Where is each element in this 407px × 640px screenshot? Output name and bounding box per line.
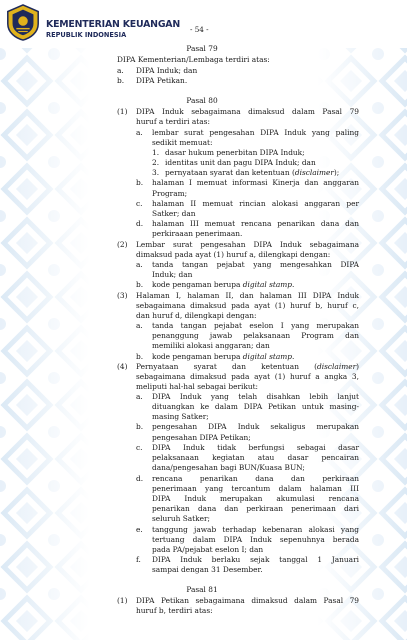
list-item-text: pengesahan DIPA Induk sekaligus merupakan [152, 422, 359, 431]
list-marker: (3) [117, 291, 128, 300]
list-item-text: tanggung jawab terhadap kebenaran alokasi yang [152, 525, 359, 534]
list-marker: d. [136, 219, 144, 228]
list-item-text: Induk; dan [152, 270, 193, 279]
list-marker: d. [136, 474, 144, 483]
list-marker: b. [136, 280, 144, 289]
list-item-text: dasar hukum penerbitan DIPA Induk; [165, 148, 305, 157]
paragraph-line: huruf a terdiri atas: [136, 117, 210, 126]
list-item-text: rencana penarikan dana dan perkiraan [152, 474, 359, 483]
list-item-text: identitas unit dan pagu DIPA Induk; dan [165, 158, 316, 167]
list-marker: a. [136, 128, 143, 137]
list-item-text: Satker; dan [152, 209, 196, 218]
list-marker: (1) [117, 596, 128, 605]
list-item-text: pernyataan syarat dan ketentuan (disclaimer); [165, 168, 340, 177]
article-heading: Pasal 81 [186, 585, 218, 594]
list-marker: e. [136, 525, 143, 534]
list-item-text: kode pengaman berupa digital stamp. [152, 352, 295, 361]
article-heading: Pasal 80 [186, 96, 218, 105]
list-item-text: memiliki alokasi anggaran; dan [152, 341, 270, 350]
list-marker: a. [117, 66, 124, 75]
list-marker: (2) [117, 240, 128, 249]
list-item-text: DIPA Induk berlaku sejak tanggal 1 Januari [152, 555, 359, 564]
page-number: - 54 - [190, 25, 209, 34]
list-marker: a. [136, 260, 143, 269]
list-marker: c. [136, 443, 143, 452]
paragraph-line: DIPA Petikan sebagaimana dimaksud dalam Pasal 79 [136, 596, 359, 605]
list-marker: b. [136, 178, 144, 187]
list-item-text: penanggung jawab pelaksanaan Program dan [152, 331, 359, 340]
list-marker: 2. [152, 158, 160, 167]
article-heading: Pasal 79 [186, 44, 218, 53]
list-marker: c. [136, 199, 143, 208]
paragraph-line: meliputi hal-hal sebagai berikut: [136, 382, 259, 391]
list-item-text: DIPA Induk yang telah disahkan lebih lanjut [152, 392, 359, 401]
paragraph-line: dimaksud pada ayat (1) huruf a, dilengkapi dengan: [136, 250, 331, 259]
republic-name: REPUBLIK INDONESIA [46, 31, 127, 39]
list-item-text: tanda tangan pejabat yang mengesahkan DIPA [152, 260, 359, 269]
list-item-text: tanda tangan pejabat eselon I yang merupakan [152, 321, 359, 330]
paragraph-line: DIPA Induk sebagaimana dimaksud dalam Pasal 79 [136, 107, 359, 116]
paragraph-line: Halaman I, halaman II, dan halaman III DIPA Induk [136, 291, 359, 300]
paragraph-line: Pernyataan syarat dan ketentuan (disclaimer) [136, 362, 359, 371]
list-marker: 3. [152, 168, 160, 177]
list-item-text: halaman II memuat rincian alokasi anggaran per [152, 199, 359, 208]
list-marker: (1) [117, 107, 128, 116]
list-item-text: sampai dengan 31 Desember. [152, 565, 263, 574]
list-item-text: DIPA Induk merupakan akumulasi rencana [152, 494, 359, 503]
list-marker: (4) [117, 362, 128, 371]
list-item-text: sedikit memuat: [152, 138, 213, 147]
list-marker: b. [136, 352, 144, 361]
list-item-text: pada PA/pejabat eselon I; dan [152, 545, 264, 554]
list-marker: 1. [152, 148, 160, 157]
list-item-text: seluruh Satker; [152, 514, 211, 523]
paragraph-line: sebagaimana dimaksud pada ayat (1) huruf b, huruf c, [136, 301, 359, 310]
paragraph-line: Lembar surat pengesahan DIPA Induk sebagaimana [136, 240, 359, 249]
list-item-text: kode pengaman berupa digital stamp. [152, 280, 295, 289]
list-item-text: dituangkan ke dalam DIPA Petikan untuk masing- [152, 402, 359, 411]
list-marker: b. [117, 76, 125, 85]
list-item-text: masing Satker; [152, 412, 209, 421]
list-item-text: dana/pengesahan bagi BUN/Kuasa BUN; [152, 463, 305, 472]
list-item-text: DIPA Petikan. [136, 76, 188, 85]
list-item-text: pengesahan DIPA Petikan; [152, 433, 251, 442]
list-marker: a. [136, 321, 143, 330]
list-item-text: pelaksanaan kegiatan atau dasar pencairan [152, 453, 359, 462]
list-item-text: halaman I memuat informasi Kinerja dan anggaran [152, 178, 359, 187]
list-item-text: halaman III memuat rencana penarikan dana dan [152, 219, 359, 228]
list-item-text: DIPA Induk; dan [136, 66, 198, 75]
list-item-text: tertuang dalam DIPA Induk sepenuhnya berada [152, 535, 359, 544]
paragraph-line: huruf b, terdiri atas: [136, 606, 213, 615]
list-item-text: penerimaan yang tercantum dalam halaman III [152, 484, 359, 493]
list-marker: b. [136, 422, 144, 431]
list-item-text: lembar surat pengesahan DIPA Induk yang paling [152, 128, 359, 137]
list-item-text: Program; [152, 189, 188, 198]
list-item-text: penarikan dana dan perkiraan penerimaan dari [152, 504, 359, 513]
list-item-text: DIPA Induk tidak berfungsi sebagai dasar [152, 443, 359, 452]
paragraph-line: dan huruf d, dilengkapi dengan: [136, 311, 257, 320]
list-item-text: perkiraaan penerimaan. [152, 229, 243, 238]
paragraph-line: DIPA Kementerian/Lembaga terdiri atas: [117, 55, 270, 64]
ministry-name: KEMENTERIAN KEUANGAN [46, 19, 181, 30]
list-marker: f. [136, 555, 141, 564]
paragraph-line: sebagaimana dimaksud pada ayat (1) huruf a angka 3, [136, 372, 359, 381]
list-marker: a. [136, 392, 143, 401]
